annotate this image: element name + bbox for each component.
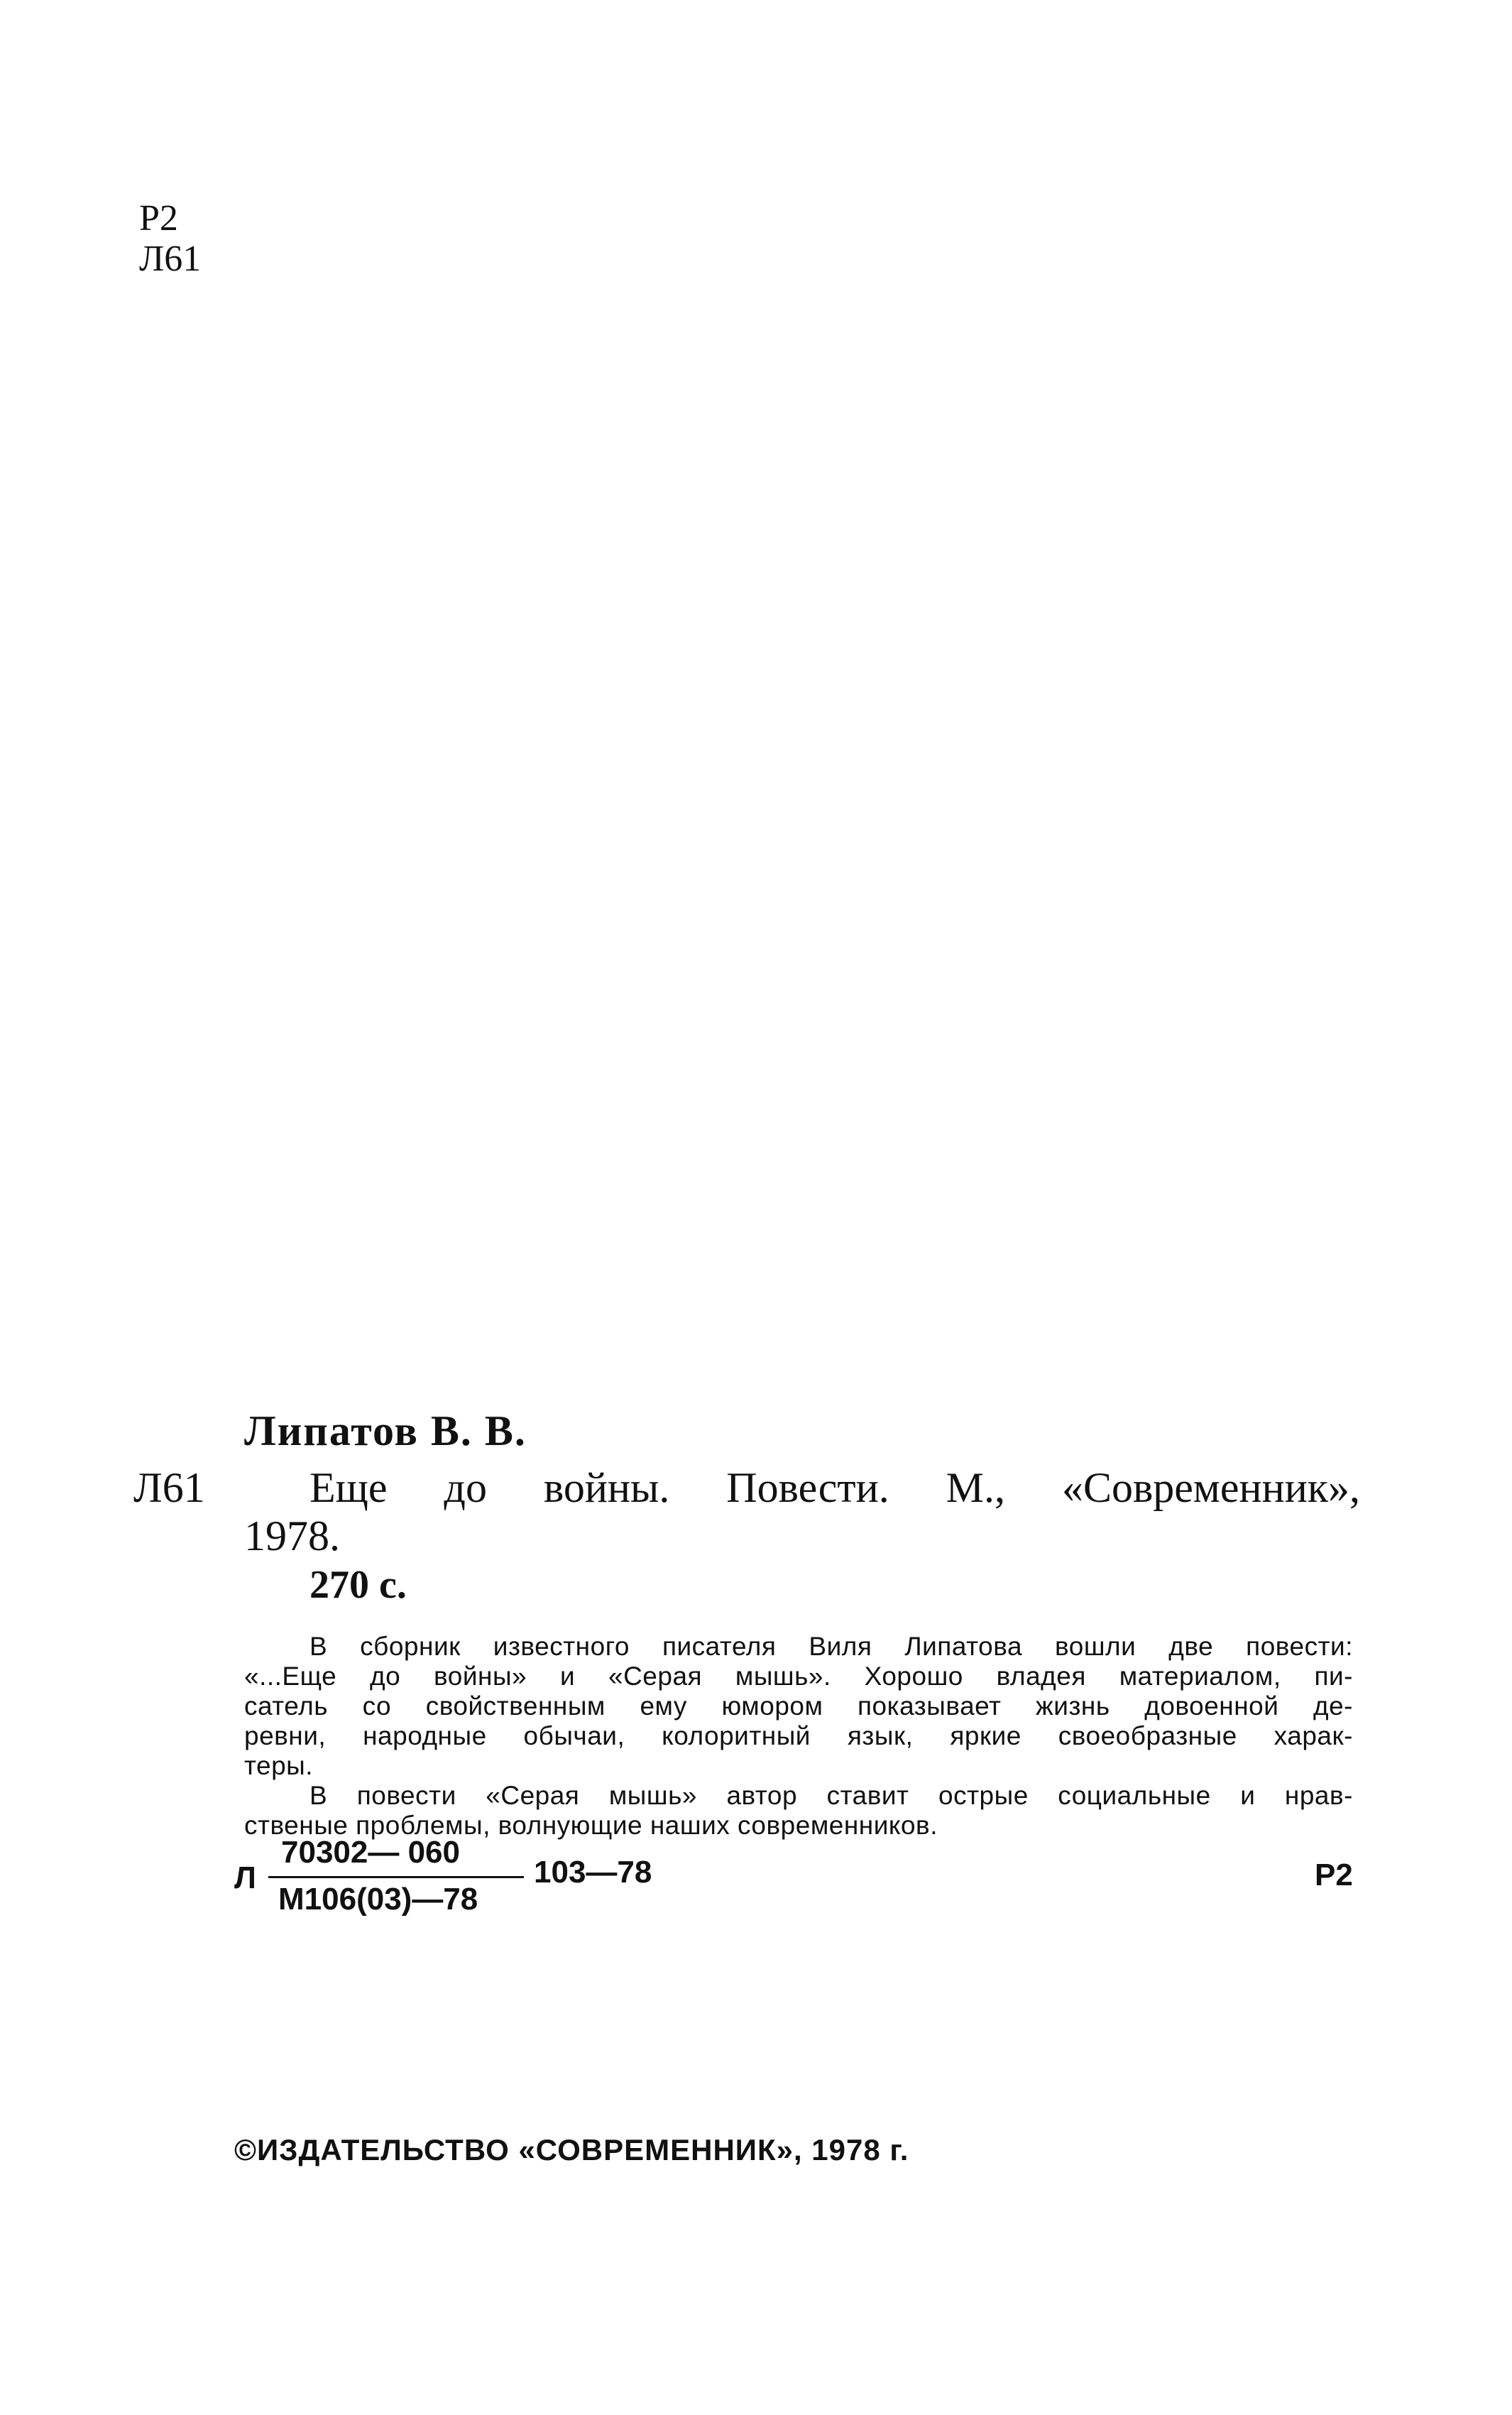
page-count: 270 с. — [309, 1563, 407, 1607]
author-name: Липатов В. В. — [244, 1407, 527, 1454]
annotation-line: «...Еще до войны» и «Серая мышь». Хорошо владея материалом, пи- — [244, 1662, 1353, 1691]
classification-top: Р2 — [139, 198, 178, 239]
annotation-line: сатель со свойственным ему юмором показывает жизнь довоенной де- — [244, 1691, 1353, 1721]
formula-right-code: Р2 — [1315, 1858, 1353, 1892]
copyright-line: ©ИЗДАТЕЛЬСТВО «СОВРЕМЕННИК», 1978 г. — [234, 2133, 909, 2166]
formula-suffix: 103—78 — [534, 1855, 652, 1890]
title-line-2: 1978. — [244, 1512, 340, 1559]
formula-fraction-rule — [268, 1876, 524, 1878]
annotation-line: ревни, народные обычаи, колоритный язык, яркие своеобразные харак- — [244, 1721, 1353, 1750]
title-line-1: Еще до войны. Повести. М., «Современник», — [309, 1464, 1360, 1511]
classification-sub: Л61 — [139, 239, 202, 279]
formula-letter: Л — [234, 1860, 256, 1895]
formula-numerator: 70302— 060 — [281, 1835, 460, 1870]
annotation-line: ственые проблемы, волнующие наших современников. — [244, 1811, 938, 1840]
annotation-line: В сборник известного писателя Виля Липатова вошли две повести: — [309, 1632, 1353, 1661]
annotation-line: теры. — [244, 1751, 314, 1780]
side-code: Л61 — [133, 1464, 205, 1511]
annotation-line: В повести «Серая мышь» автор ставит острые социальные и нрав- — [309, 1781, 1353, 1810]
formula-denominator: М106(03)—78 — [278, 1882, 478, 1917]
